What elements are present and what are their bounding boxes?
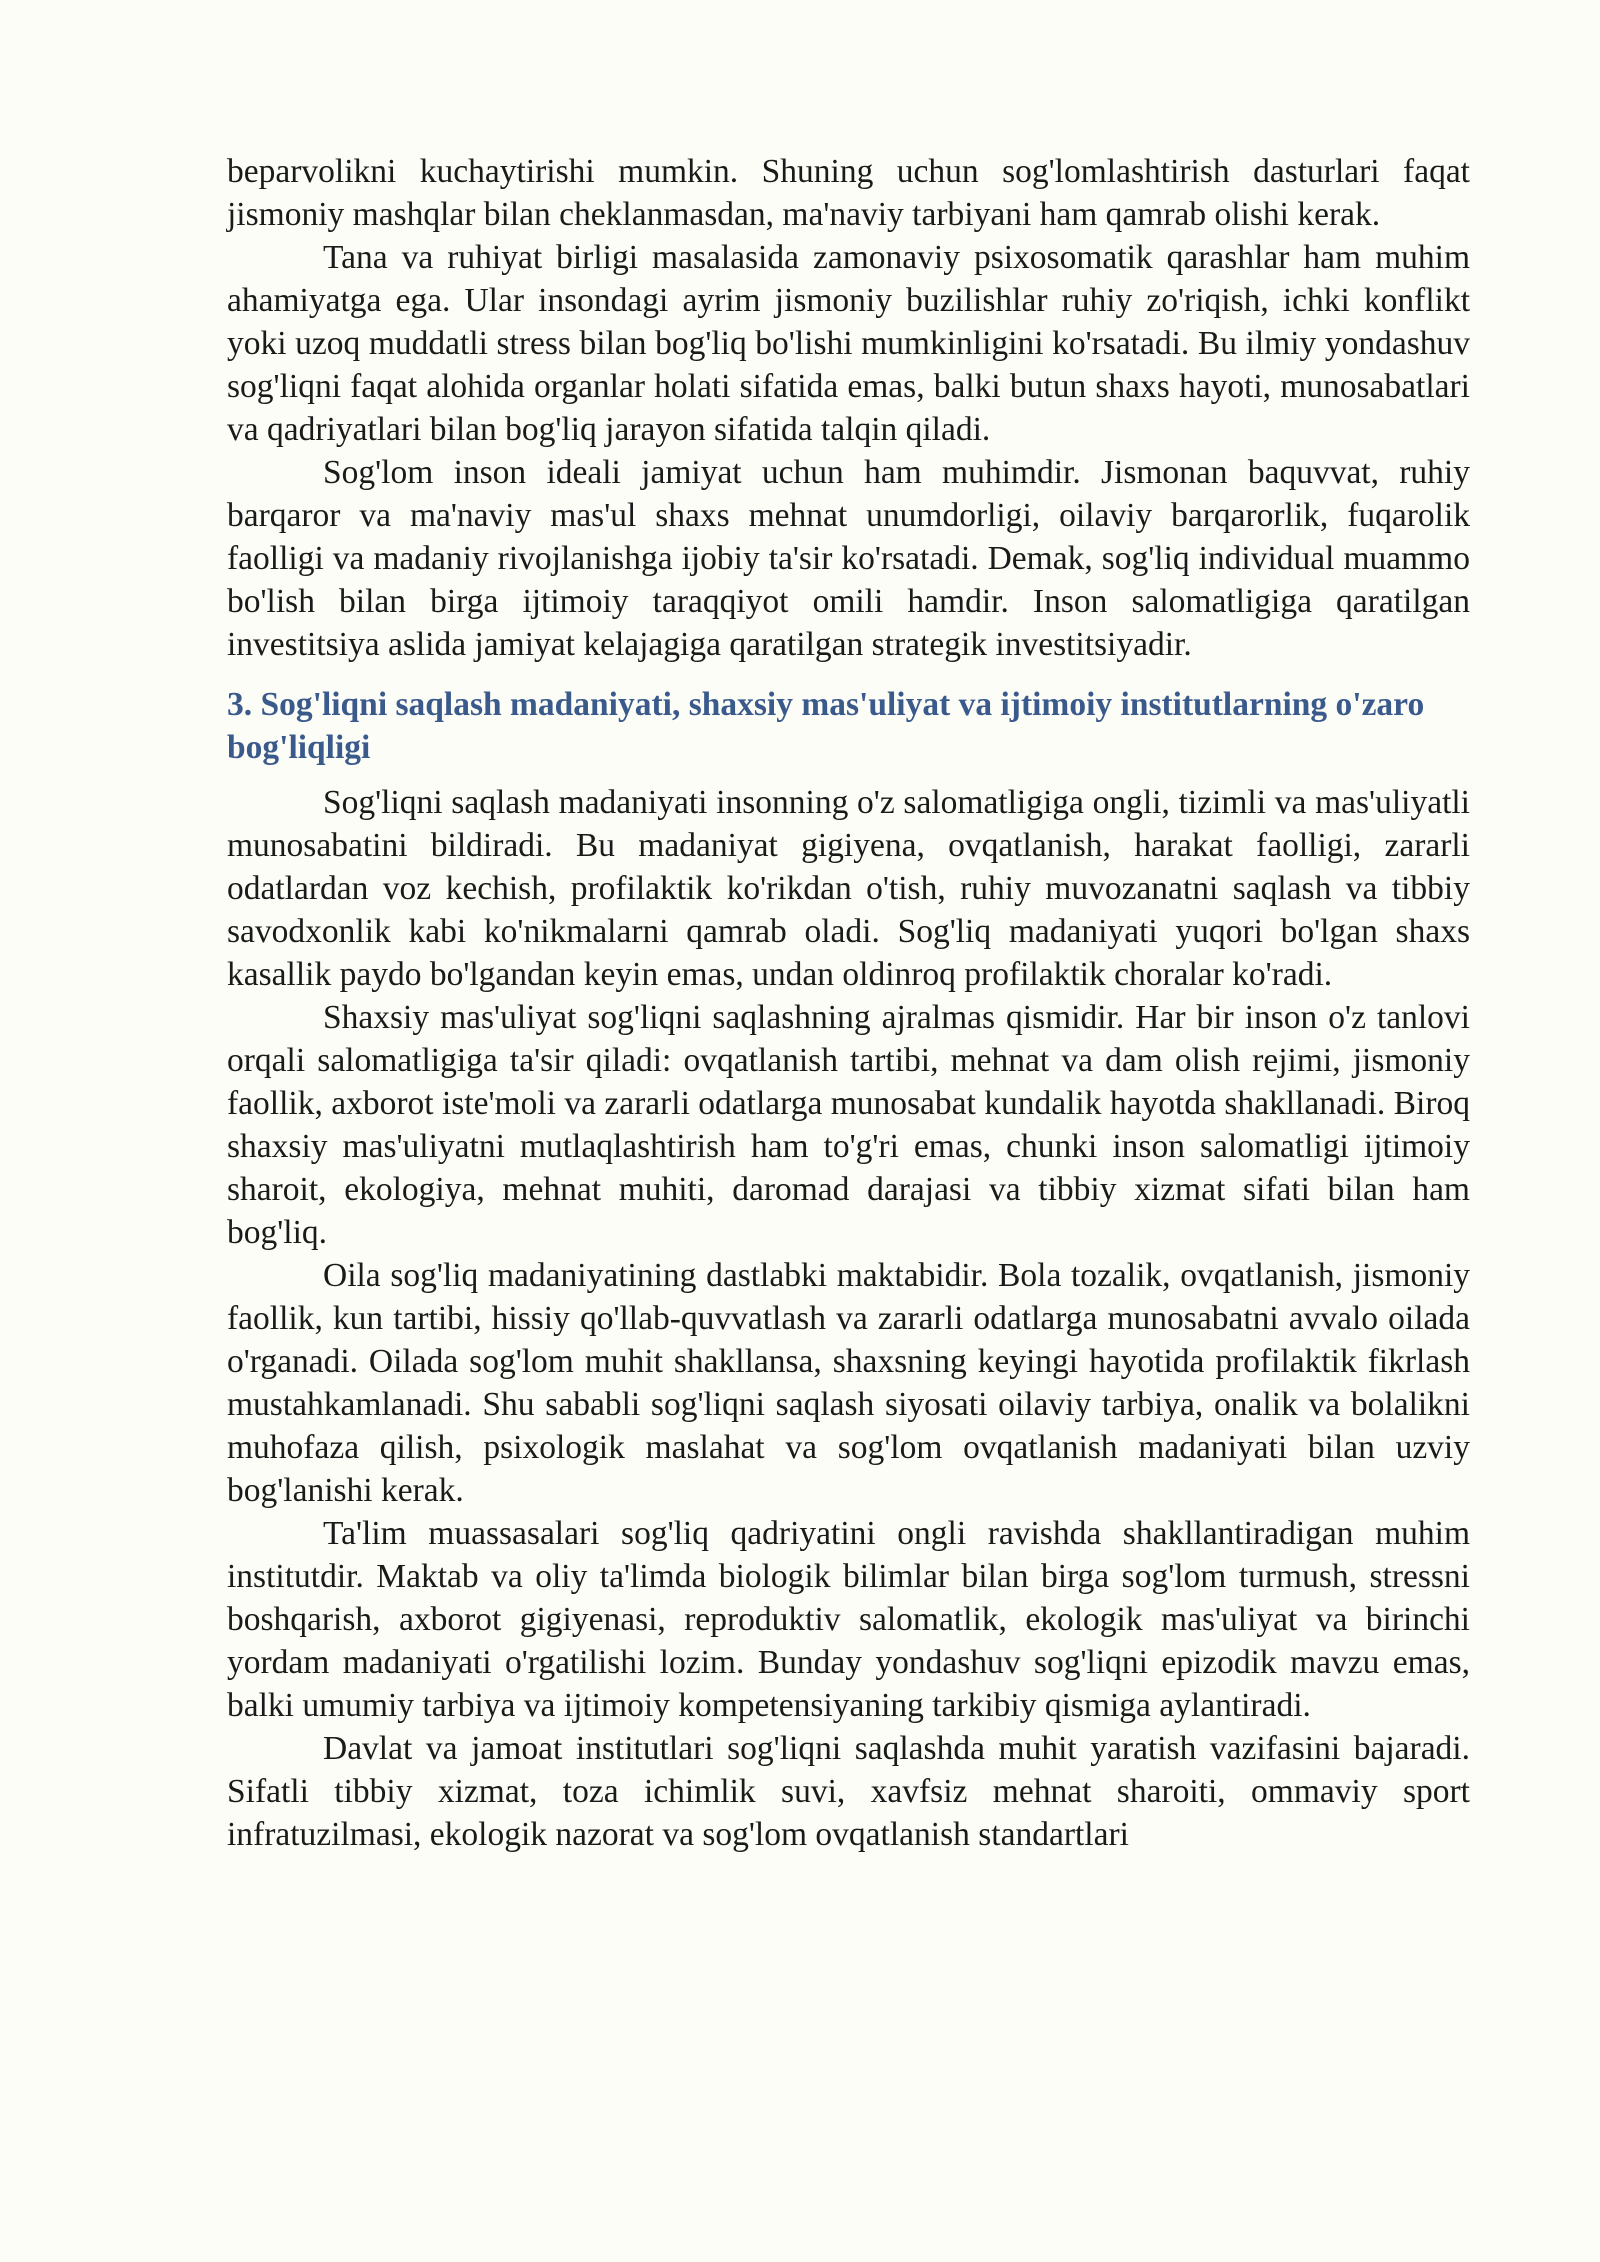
document-page <box>227 150 1470 1856</box>
paragraph-healthy-ideal: Sog'lom inson ideali jamiyat uchun ham muhimdir. Jismonan baquvvat, ruhiy barqaror va ma'naviy mas'ul shaxs mehnat unumdorligi, oilaviy barqarorlik, fuqarolik faolligi va madaniy rivojlanishga ijobiy ta'sir ko'rsatadi. Demak, sog'liq individual muammo bo'lish bilan birga ijtimoiy taraqqiyot omili hamdir. Inson salomatligiga qaratilgan investitsiya aslida jamiyat kelajagiga qaratilgan strategik investitsiyadir. <box>227 454 1470 663</box>
paragraph-personal-responsibility: Shaxsiy mas'uliyat sog'liqni saqlashning ajralmas qismidir. Har bir inson o'z tanlovi orqali salomatligiga ta'sir qiladi: ovqatlanish tartibi, mehnat va dam olish rejimi, jismoniy faollik, axborot iste'moli va zararli odatlarga munosabat kundalik hayotda shakllanadi. Biroq shaxsiy mas'uliyatni mutlaqlashtirish ham to'g'ri emas, chunki inson salomatligi ijtimoiy sharoit, ekologiya, mehnat muhiti, daromad darajasi va tibbiy xizmat sifati bilan ham bog'liq. <box>227 999 1470 1251</box>
section-heading: 3. Sog'liqni saqlash madaniyati, shaxsiy mas'uliyat va ijtimoiy institutlarning o'zaro bog'liqligi <box>227 686 1425 766</box>
paragraph-education: Ta'lim muassasalari sog'liq qadriyatini ongli ravishda shakllantiradigan muhim institutdir. Maktab va oliy ta'limda biologik bilimlar bilan birga sog'lom turmush, stressni boshqarish, axborot gigiyenasi, reproduktiv salomatlik, ekologik mas'uliyat va birinchi yordam madaniyati o'rgatilishi lozim. Bunday yondashuv sog'liqni epizodik mavzu emas, balki umumiy tarbiya va ijtimoiy kompetensiyaning tarkibiy qismiga aylantiradi. <box>227 1515 1470 1724</box>
paragraph-family: Oila sog'liq madaniyatining dastlabki maktabidir. Bola tozalik, ovqatlanish, jismoniy faollik, kun tartibi, hissiy qo'llab-quvvatlash va zararli odatlarga munosabatni avvalo oilada o'rganadi. Oilada sog'lom muhit shakllansa, shaxsning keyingi hayotida profilaktik fikrlash mustahkamlanadi. Shu sababli sog'liqni saqlash siyosati oilaviy tarbiya, onalik va bolalikni muhofaza qilish, psixologik maslahat va sog'lom ovqatlanish madaniyati bilan uzviy bog'lanishi kerak. <box>227 1257 1470 1509</box>
paragraph-health-culture: Sog'liqni saqlash madaniyati insonning o'z salomatligiga ongli, tizimli va mas'uliyatli munosabatini bildiradi. Bu madaniyat gigiyena, ovqatlanish, harakat faolligi, zararli odatlardan voz kechish, profilaktik ko'rikdan o'tish, ruhiy muvozanatni saqlash va tibbiy savodxonlik kabi ko'nikmalarni qamrab oladi. Sog'liq madaniyati yuqori bo'lgan shaxs kasallik paydo bo'lgandan keyin emas, undan oldinroq profilaktik choralar ko'radi. <box>227 784 1470 993</box>
paragraph-psychosomatic: Tana va ruhiyat birligi masalasida zamonaviy psixosomatik qarashlar ham muhim ahamiyatga ega. Ular insondagi ayrim jismoniy buzilishlar ruhiy zo'riqish, ichki konflikt yoki uzoq muddatli stress bilan bog'liq bo'lishi mumkinligini ko'rsatadi. Bu ilmiy yondashuv sog'liqni faqat alohida organlar holati sifatida emas, balki butun shaxs hayoti, munosabatlari va qadriyatlari bilan bog'liq jarayon sifatida talqin qiladi. <box>227 239 1470 448</box>
paragraph-continuation: beparvolikni kuchaytirishi mumkin. Shuning uchun sog'lomlashtirish dasturlari faqat jismoniy mashqlar bilan cheklanmasdan, ma'naviy tarbiyani ham qamrab olishi kerak. <box>227 153 1470 233</box>
paragraph-state-institutions: Davlat va jamoat institutlari sog'liqni saqlashda muhit yaratish vazifasini bajaradi. Sifatli tibbiy xizmat, toza ichimlik suvi, xavfsiz mehnat sharoiti, ommaviy sport infratuzilmasi, ekologik nazorat va sog'lom ovqatlanish standartlari <box>227 1730 1470 1853</box>
